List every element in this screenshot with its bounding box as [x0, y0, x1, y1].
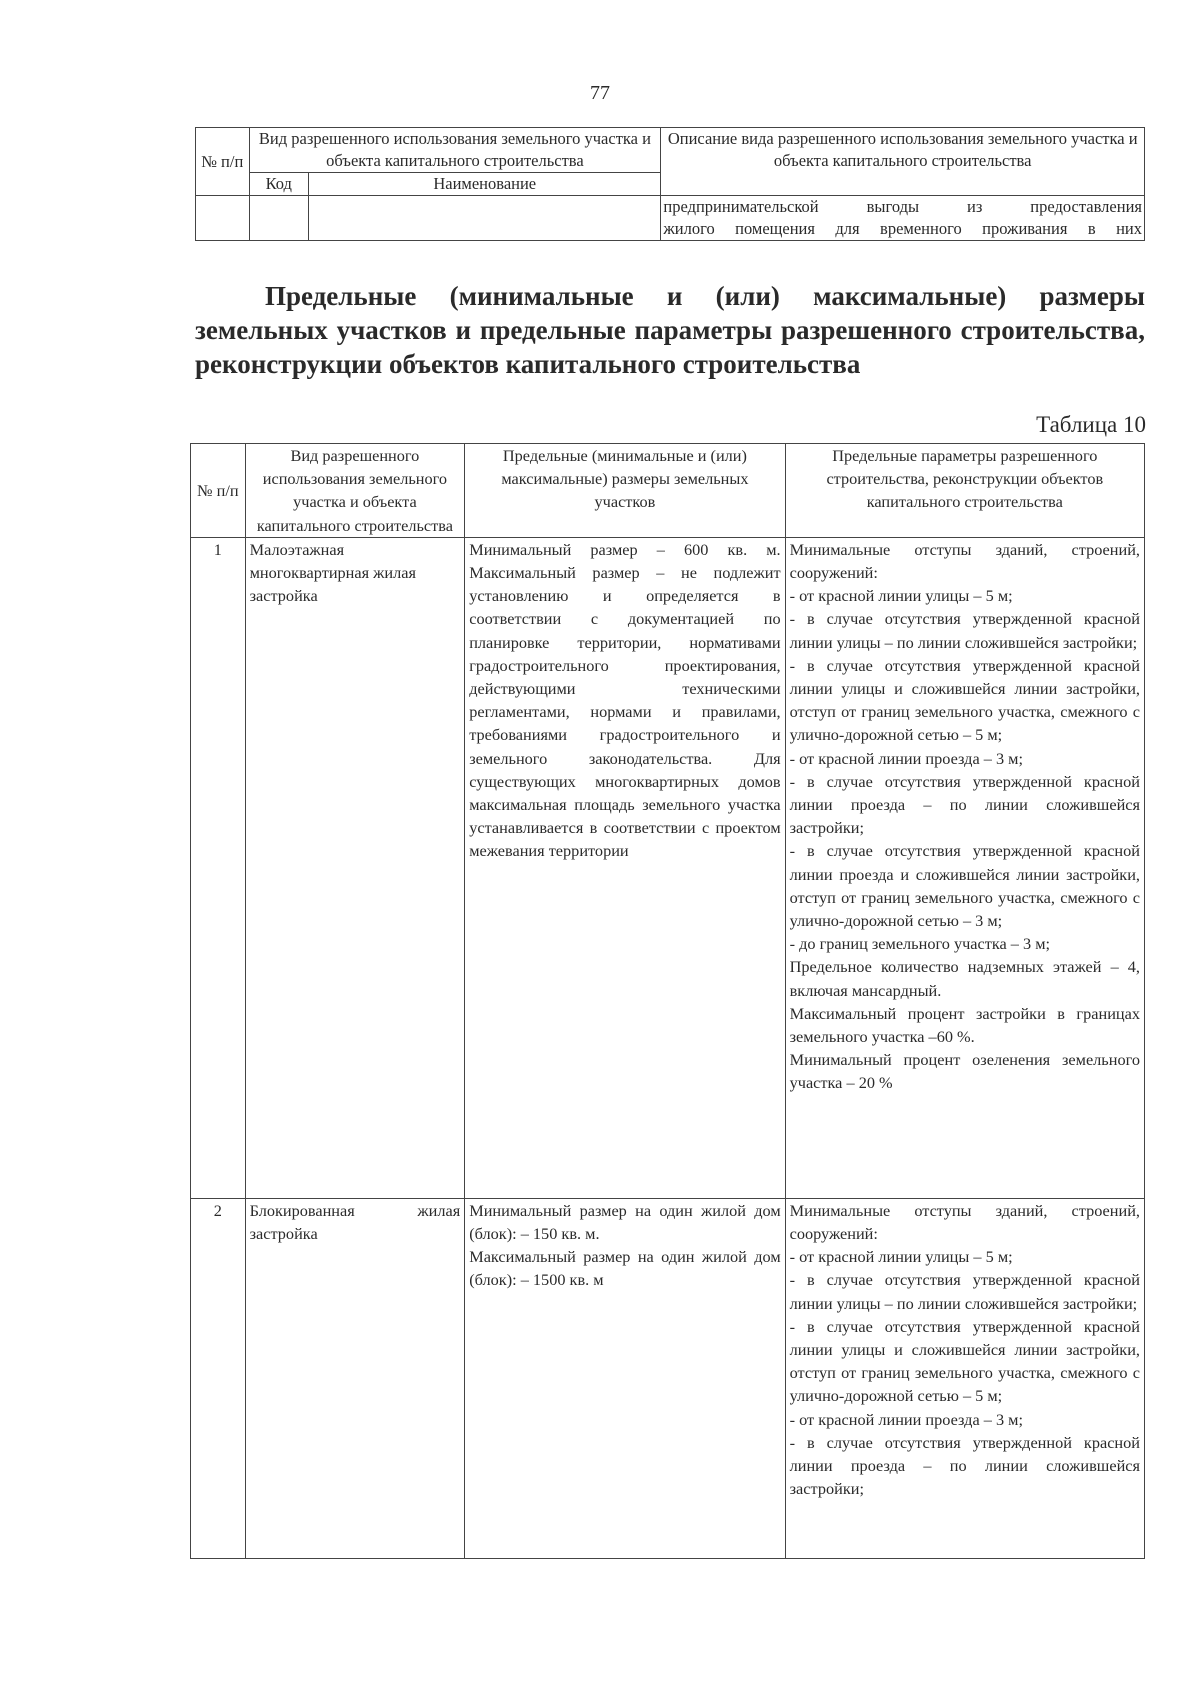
header-name: Наименование: [309, 173, 661, 196]
header-num: № п/п: [191, 444, 246, 538]
param-line: Минимальные отступы зданий, строений, сооружений:: [789, 539, 1140, 583]
param-line: - в случае отсутствия утвержденной красной линии улицы и сложившейся линии застройки, отступ от границ земельного участка, смежного с улично-дорожной сетью – 5 м;: [789, 1316, 1140, 1406]
section-heading-text: Предельные (минимальные и (или) максимальные) размеры земельных участков и предельные параметры разрешенного строительства, реконструкции объектов капитального строительства: [195, 281, 1145, 379]
param-line: - в случае отсутствия утвержденной красной линии проезда – по линии сложившейся застройки;: [789, 1432, 1140, 1499]
param-line: - от красной линии улицы – 5 м;: [789, 1247, 1013, 1267]
param-line: Минимальный процент озеленения земельного участка – 20 %: [789, 1050, 1140, 1093]
param-line: - от красной линии проезда – 3 м;: [789, 1409, 1024, 1429]
param-line: - в случае отсутствия утвержденной красной линии улицы и сложившейся линии застройки, отступ от границ земельного участка, смежного с улично-дорожной сетью – 5 м;: [789, 655, 1140, 745]
table-row: [191, 537, 1145, 1198]
header-code: Код: [249, 173, 309, 196]
param-line: Предельное количество надземных этажей – 4, включая мансардный.: [789, 957, 1140, 1000]
header-description: Описание вида разрешенного использования земельного участка и объекта капитального строительства: [661, 128, 1145, 196]
param-line: - в случае отсутствия утвержденной красной линии проезда и сложившейся линии застройки, отступ от границ земельного участка, смежного с улично-дорожной сетью – 3 м;: [789, 841, 1140, 931]
header-use-group: Вид разрешенного использования земельного участка и объекта капитального строительства: [249, 128, 661, 173]
header-params: Предельные параметры разрешенного строительства, реконструкции объектов капитального строительства: [785, 444, 1144, 538]
cell-num: [196, 196, 250, 241]
table-row: [196, 196, 1145, 241]
size-line: Максимальный размер на один жилой дом (блок): – 1500 кв. м: [469, 1247, 781, 1290]
row-num: 1: [191, 537, 246, 1198]
param-line: Максимальный процент застройки в границах земельного участка –60 %.: [789, 1003, 1140, 1047]
header-num: № п/п: [196, 128, 250, 196]
param-line: - до границ земельного участка – 3 м;: [789, 934, 1051, 954]
cell-code: [249, 196, 309, 241]
row-sizes: [465, 1198, 785, 1558]
limits-table: [190, 443, 1145, 1559]
section-heading: [195, 279, 1145, 381]
param-line: Минимальные отступы зданий, строений, сооружений:: [789, 1200, 1140, 1244]
header-sizes: Предельные (минимальные и (или) максимальные) размеры земельных участков: [465, 444, 785, 538]
description-line: предпринимательской выгоды из предоставления: [663, 197, 1142, 216]
param-line: - от красной линии проезда – 3 м;: [789, 748, 1024, 768]
row-use: Малоэтажная многоквартирная жилая застройка: [245, 537, 465, 1198]
param-line: - в случае отсутствия утвержденной красной линии улицы – по линии сложившейся застройки;: [789, 609, 1140, 652]
table-header-row: [191, 444, 1145, 538]
cell-description: [661, 196, 1145, 241]
table-row: [191, 1198, 1145, 1558]
row-params: [785, 537, 1144, 1198]
continuation-table: [195, 127, 1145, 241]
page-number: 77: [590, 82, 610, 104]
table-caption: Таблица 10: [1036, 412, 1146, 437]
row-num: 2: [191, 1198, 246, 1558]
param-line: - в случае отсутствия утвержденной красной линии улицы – по линии сложившейся застройки;: [789, 1270, 1140, 1313]
description-line: жилого помещения для временного проживания в них: [663, 219, 1142, 238]
row-use: Блокированная жилая застройка: [245, 1198, 465, 1558]
param-line: - в случае отсутствия утвержденной красной линии проезда – по линии сложившейся застройки;: [789, 771, 1140, 838]
header-use: Вид разрешенного использования земельного участка и объекта капитального строительства: [245, 444, 465, 538]
row-params: [785, 1198, 1144, 1558]
param-line: - от красной линии улицы – 5 м;: [789, 586, 1013, 606]
size-line: Минимальный размер на один жилой дом (блок): – 150 кв. м.: [469, 1200, 781, 1244]
cell-name: [309, 196, 661, 241]
row-sizes: Минимальный размер – 600 кв. м. Максимальный размер – не подлежит установлению и определяется в соответствии с документацией по планировке территории, нормативами градостроительного проектирования, действующими техническими регламентами, нормами и правилами, требованиями градостроительного и земельного законодательства. Для существующих многоквартирных домов максимальная площадь земельного участка устанавливается в соответствии с проектом межевания территории: [465, 537, 785, 1198]
